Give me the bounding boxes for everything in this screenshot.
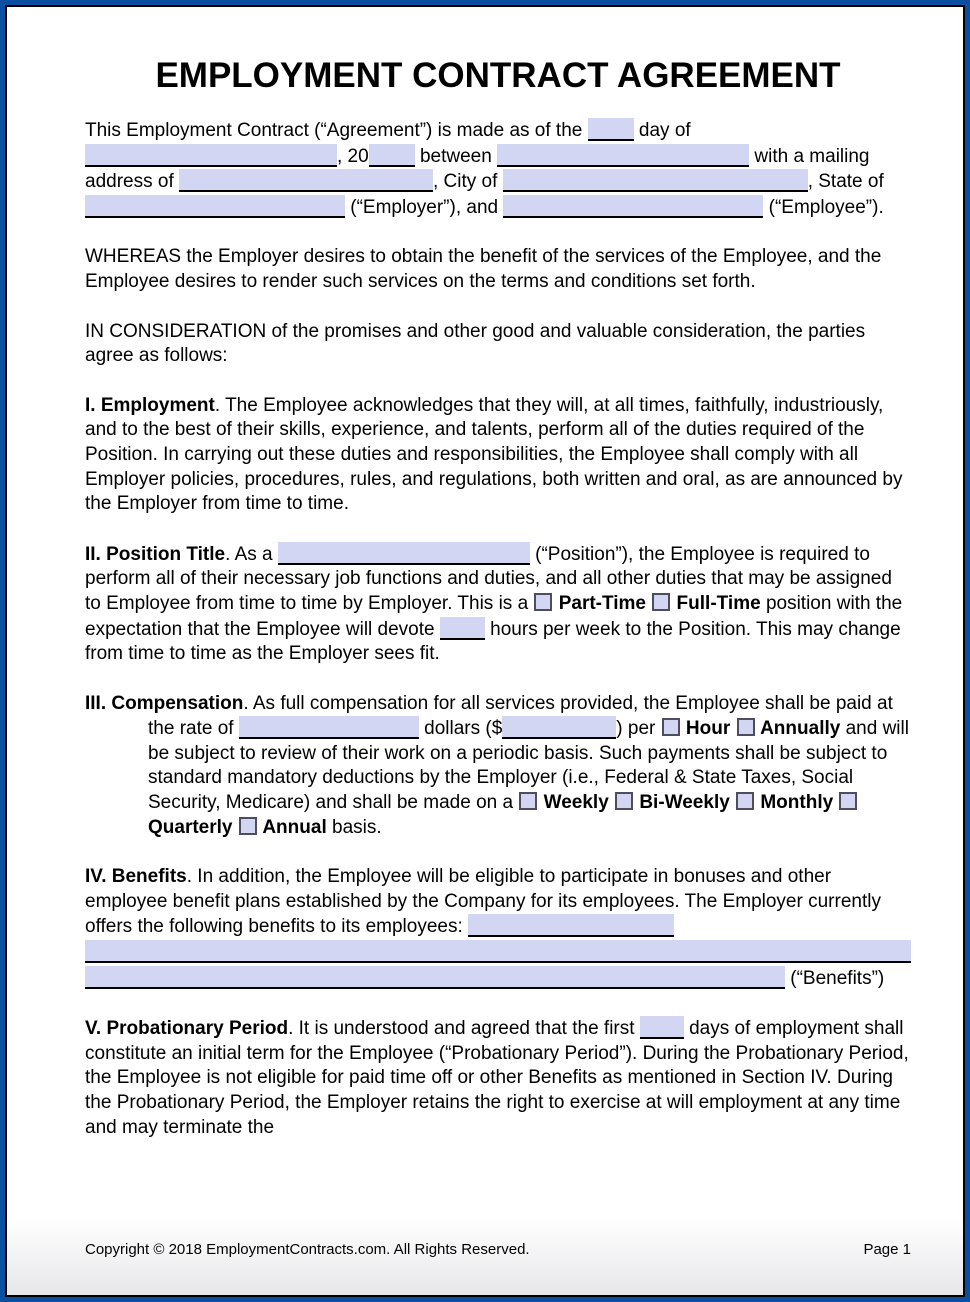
employer-name-field[interactable] xyxy=(497,144,749,167)
body-text: position with the expectation that the Employee will devote xyxy=(85,592,903,640)
body-text: , 20 xyxy=(337,145,369,167)
per-hour-checkbox[interactable] xyxy=(662,718,680,736)
hours-per-week-field[interactable] xyxy=(440,617,485,640)
rate-amount-words-field[interactable] xyxy=(239,716,419,739)
section-heading-text: Bi-Weekly xyxy=(634,792,736,814)
full-time-checkbox[interactable] xyxy=(652,593,670,611)
street-address-field[interactable] xyxy=(179,169,433,192)
position-title-field[interactable] xyxy=(278,542,530,565)
body-text: . As a xyxy=(225,543,278,565)
section-heading-text: Quarterly xyxy=(148,816,238,838)
year-field[interactable] xyxy=(369,144,415,167)
bi-weekly-checkbox[interactable] xyxy=(615,792,633,810)
state-field[interactable] xyxy=(85,195,345,218)
employee-name-field[interactable] xyxy=(503,195,763,218)
paragraph-position-title xyxy=(85,542,911,667)
section-heading-text: Weekly xyxy=(538,792,615,814)
benefits-line-3-field[interactable] xyxy=(85,966,785,989)
monthly-checkbox[interactable] xyxy=(736,792,754,810)
probation-days-field[interactable] xyxy=(640,1016,684,1039)
section-heading-text: Full-Time xyxy=(671,592,761,614)
section-heading-text: III. Compensation xyxy=(85,692,244,714)
section-heading-text: Annually xyxy=(755,718,841,740)
body-text: . In addition, the Employee will be eligible to participate in bonuses and other employee benefit plans established by the Company for its employees. The Employer currently offers the following benefits to its employees: xyxy=(85,866,881,938)
city-field[interactable] xyxy=(503,169,808,192)
weekly-checkbox[interactable] xyxy=(519,792,537,810)
section-heading-text: I. Employment xyxy=(85,394,215,416)
body-text: . As full compensation for all services provided, the Employee shall be paid at the rate of xyxy=(148,692,893,740)
body-text: with a mailing address of xyxy=(85,145,870,193)
paragraph-intro xyxy=(85,118,911,220)
section-heading-text: Monthly xyxy=(755,792,839,814)
page-footer xyxy=(85,1240,911,1259)
paragraph-benefits xyxy=(85,865,911,991)
body-text: hours per week to the Position. This may change from time to time as the Employer sees fit. xyxy=(85,618,901,665)
paragraph-whereas xyxy=(85,245,911,294)
section-heading-text: II. Position Title xyxy=(85,543,226,565)
paragraph-probationary-period xyxy=(85,1016,911,1140)
body-text: (“Employer”), and xyxy=(345,196,504,218)
body-text: , City of xyxy=(433,171,503,193)
benefits-line-1-field[interactable] xyxy=(468,914,674,937)
per-annum-checkbox[interactable] xyxy=(737,718,755,736)
part-time-checkbox[interactable] xyxy=(534,593,552,611)
body-text: (“Position”), the Employee is required to perform all of their necessary job functions and duties, and all other duties that may be assigned to Employee from time to time by Employer. This is a xyxy=(85,543,892,614)
benefits-line-2-field[interactable] xyxy=(85,940,911,963)
body-text: days of employment shall constitute an initial term for the Employee (“Probationary Period”). During the Probationary Period, the Employee is not eligible for paid time off or other Benefits as mentioned in Section IV. During the Probationary Period, the Employer retains the right to exercise at will employment at any time and may terminate the xyxy=(85,1018,909,1138)
body-text: between xyxy=(414,145,498,167)
paragraph-compensation xyxy=(85,692,911,841)
body-text: (“Benefits”) xyxy=(785,967,885,989)
body-text: This Employment Contract (“Agreement”) is made as of the xyxy=(85,120,588,141)
body-text: . The Employee acknowledges that they will, at all times, faithfully, industriously, and to the best of their skills, experience, and talents, perform all of the duties required of the Position. In carrying out these duties and responsibilities, the Employee shall comply with all Employer policies, procedures, rules, and regulations, both written and oral, as are announced by the Employer from time to time. xyxy=(85,394,903,515)
section-heading-text: Part-Time xyxy=(553,592,652,614)
body-text: and will be subject to review of their work on a periodic basis. Such payments shall be subject to standard mandatory deductions by the Employer (i.e., Federal & State Taxes, Social Security, Medicare) and shall be made on a xyxy=(148,718,909,814)
body-text: ) per xyxy=(616,718,661,740)
body-text: (“Employee”). xyxy=(763,196,884,218)
section-heading-text: IV. Benefits xyxy=(85,866,187,888)
quarterly-checkbox[interactable] xyxy=(839,792,857,810)
body-text: dollars ($ xyxy=(418,718,503,740)
document-title: EMPLOYMENT CONTRACT AGREEMENT xyxy=(155,56,841,95)
page-number: Page 1 xyxy=(863,1241,911,1258)
body-text: day of xyxy=(633,120,691,141)
body-text: IN CONSIDERATION of the promises and other good and valuable consideration, the parties agree as follows: xyxy=(85,320,866,367)
copyright-text: Copyright © 2018 EmploymentContracts.com. All Rights Reserved. xyxy=(85,1241,530,1258)
body-text: , State of xyxy=(807,171,884,193)
paragraph-consideration xyxy=(85,320,911,369)
document-body xyxy=(85,118,911,1140)
month-field[interactable] xyxy=(85,144,337,167)
body-text: WHEREAS the Employer desires to obtain the benefit of the services of the Employee, and the Employee desires to render such services on the terms and conditions set forth. xyxy=(85,246,882,292)
section-heading-text: Hour xyxy=(680,718,736,740)
section-heading-text: V. Probationary Period xyxy=(85,1018,289,1040)
annual-checkbox[interactable] xyxy=(239,817,257,835)
body-text: basis. xyxy=(326,816,382,838)
day-field[interactable] xyxy=(588,118,634,141)
body-text: . It is understood and agreed that the first xyxy=(288,1018,640,1040)
section-heading-text: Annual xyxy=(257,816,327,838)
document-page xyxy=(5,5,965,1297)
rate-amount-number-field[interactable] xyxy=(502,716,616,739)
paragraph-employment xyxy=(85,394,911,517)
